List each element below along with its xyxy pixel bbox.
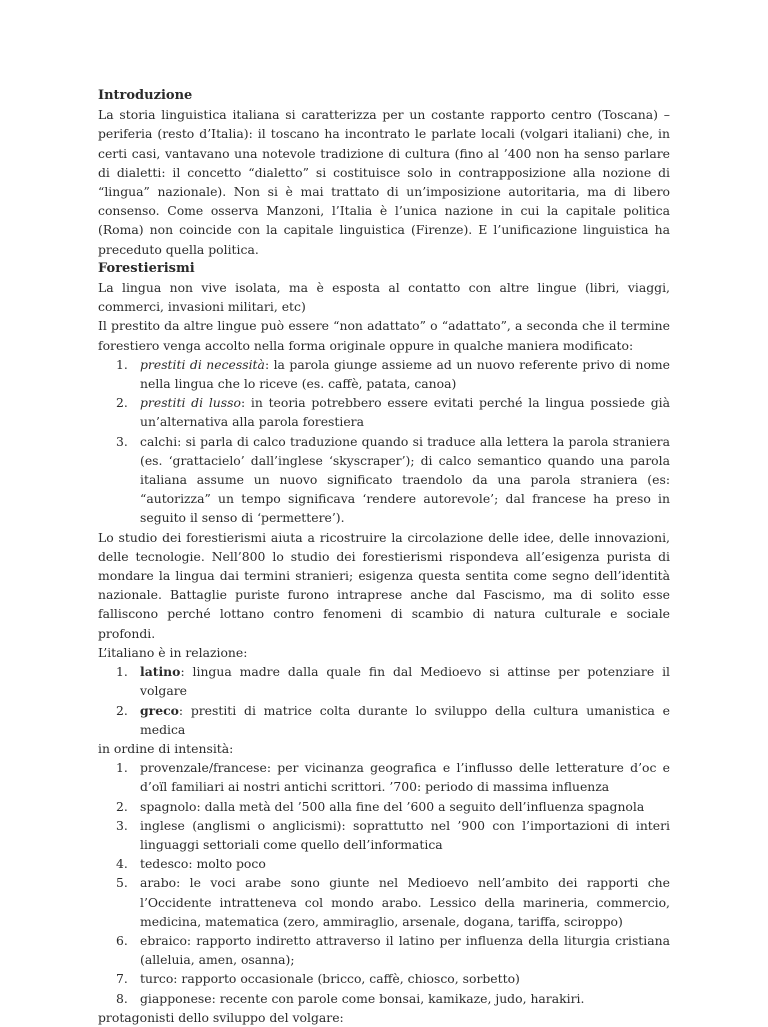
list-prestiti [98,355,670,528]
list-number: 1. [116,664,128,680]
list-number: 3. [116,433,128,449]
list-item [98,989,670,1008]
list-text: tedesco: molto poco [140,856,266,872]
heading-introduzione: Introduzione [98,88,193,103]
list-term: prestiti di necessità [140,356,265,372]
list-item [98,355,670,393]
list-term: prestiti di lusso [140,395,241,411]
list-text: spagnolo: dalla metà del ’500 alla fine del ’600 a seguito dell’influenza spagnola [140,798,645,814]
paragraph-intensita: in ordine di intensità: [98,740,234,756]
list-item [98,969,670,988]
list-item [98,931,670,969]
list-relazione [98,662,670,739]
list-number: 8. [116,990,128,1006]
list-item [98,701,670,739]
list-number: 3. [116,817,128,833]
list-text: provenzale/francese: per vicinanza geografica e l’influsso delle letterature d’oc e d’oïl familiari ai nostri antichi scrittori. ’700: periodo di massima influenza [140,760,670,795]
list-item [98,662,670,700]
list-item [98,873,670,931]
list-text: : prestiti di matrice colta durante lo sviluppo della cultura umanistica e medica [140,702,670,737]
list-item [98,816,670,854]
list-text: calchi: si parla di calco traduzione quando si traduce alla lettera la parola straniera (es. ‘grattacielo’ dall’inglese ‘skyscraper’); di calco semantico quando una parola italiana assume un nuovo significato traendolo da una parola straniera (es: “autorizza” un tempo significava ‘rendere autorevole’; dal francese ha preso in seguito il senso di ‘permettere’). [140,433,670,526]
list-number: 1. [116,760,128,776]
list-number: 6. [116,932,128,948]
list-text: arabo: le voci arabe sono giunte nel Medioevo nell’ambito dei rapporti che l’Occidente intratteneva col mondo arabo. Lessico della marineria, commercio, medicina, matematica (zero, ammiraglio, arsenale, dogana, tariffa, sciroppo) [140,875,670,929]
list-text: turco: rapporto occasionale (bricco, caffè, chiosco, sorbetto) [140,971,520,987]
list-intensita [98,758,670,1008]
list-number: 2. [116,395,128,411]
list-item [98,432,670,528]
paragraph-studio: Lo studio dei forestierismi aiuta a ricostruire la circolazione delle idee, delle innovazioni, delle tecnologie. Nell’800 lo studio dei forestierismi rispondeva all’esigenza purista di mondare la lingua dai termini stranieri; esigenza questa sentita come segno dell’identità nazionale. Battaglie puriste furono intraprese anche dal Fascismo, ma di solito esse falliscono perché lottano contro fenomeni di scambio di natura culturale e sociale profondi. [98,529,670,641]
intro-paragraph: La storia linguistica italiana si caratterizza per un costante rapporto centro (Toscana) – periferia (resto d’Italia): il toscano ha incontrato le parlate locali (volgari italiani) che, in certi casi, vantavano una notevole tradizione di cultura (fino al ’400 non ha senso parlare di dialetti: il concetto “dialetto” si costituisce solo in contrapposizione alla nozione di “lingua” nazionale). Non si è mai trattato di un’imposizione autoritaria, ma di libero consenso. Come osserva Manzoni, l’Italia è l’unica nazione in cui la capitale politica (Roma) non coincide con la capitale linguistica (Firenze). E l’unificazione linguistica ha preceduto quella politica. [98,107,670,257]
paragraph-protagonisti: protagonisti dello sviluppo del volgare: [98,1009,344,1025]
list-text: : la parola giunge assieme ad un nuovo referente privo di nome nella lingua che lo riceve (es. caffè, patata, canoa) [140,356,671,392]
paragraph-relazione: L’italiano è in relazione: [98,644,248,660]
list-item [98,797,670,816]
list-text: giapponese: recente con parole come bonsai, kamikaze, judo, harakiri. [140,990,585,1006]
list-number: 5. [116,875,128,891]
list-number: 1. [116,356,128,372]
list-text: ebraico: rapporto indiretto attraverso il latino per influenza della liturgia cristiana (alleluia, amen, osanna); [140,932,670,968]
list-number: 7. [116,971,128,987]
list-term: latino [140,664,181,680]
list-item [98,758,670,796]
list-text: : lingua madre dalla quale fin dal Medioevo si attinse per potenziare il volgare [140,664,670,699]
list-item [98,854,670,873]
paragraph-contatto: La lingua non vive isolata, ma è esposta al contatto con altre lingue (libri, viaggi, commerci, invasioni militari, etc) [98,280,670,315]
list-item [98,393,670,431]
paragraph-prestito: Il prestito da altre lingue può essere “non adattato” o “adattato”, a seconda che il termine forestiero venga accolto nella forma originale oppure in qualche maniera modificato: [98,318,670,353]
list-number: 4. [116,856,128,872]
list-number: 2. [116,798,128,814]
list-number: 2. [116,702,128,718]
list-text: inglese (anglismi o anglicismi): soprattutto nel ’900 con l’importazioni di interi linguaggi settoriali come quello dell’informatica [140,817,670,852]
list-text: : in teoria potrebbero essere evitati perché la lingua possiede già un’alternativa alla parola forestiera [140,395,670,430]
list-term: greco [140,702,179,718]
heading-forestierismi: Forestierismi [98,260,195,276]
